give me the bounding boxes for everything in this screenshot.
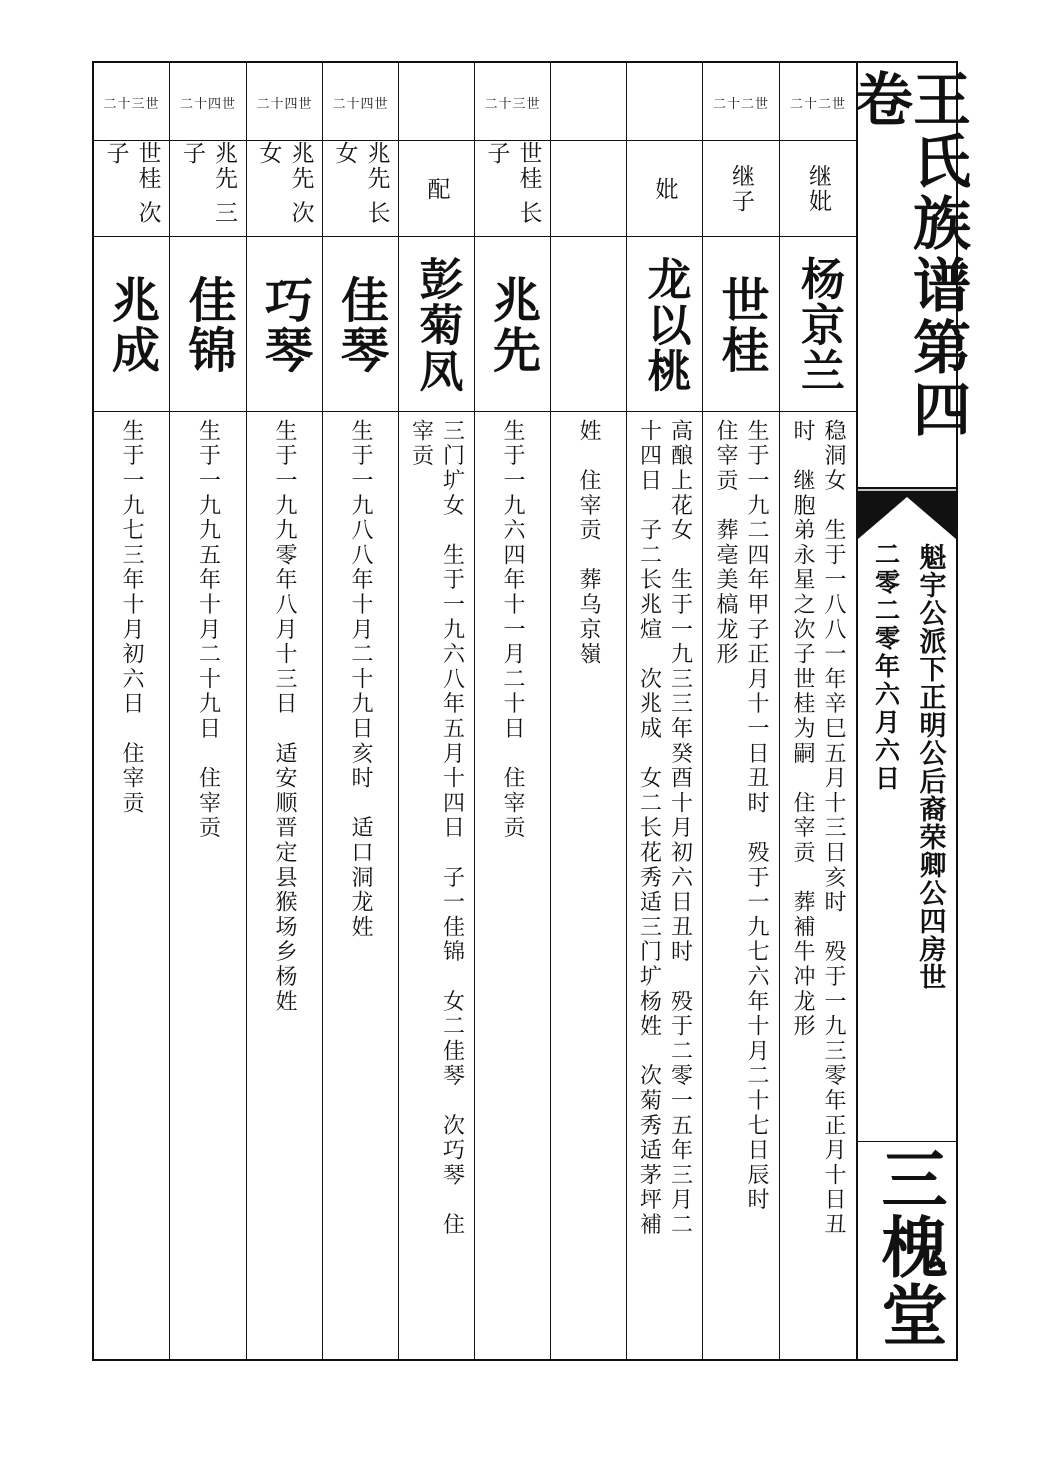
relation-label: 兆先 三子 <box>179 141 237 226</box>
branch-lineage-text: 魁宇公派下正明公后裔荣卿公四房世 <box>914 543 946 991</box>
biography-text: 高酿上花女 生于一九三三年癸酉十月初六日丑时 殁于二零一五年三月二 十四日 子二长兆煊 次兆成 女二长花秀适三门圹杨姓 次菊秀适茅坪補 <box>636 419 693 1238</box>
fishtail-ornament <box>858 487 958 539</box>
record-column <box>779 63 856 1359</box>
generation-label: 世二十二 <box>713 96 770 112</box>
generation-label: 世三十二 <box>103 96 160 112</box>
person-name: 龙以桃 <box>639 256 691 394</box>
genealogy-page-frame <box>92 61 971 1361</box>
generation-label <box>551 63 626 141</box>
record-column <box>474 63 550 1359</box>
page-title: 王氏族谱第四卷 <box>845 69 971 441</box>
record-column <box>626 63 702 1359</box>
person-name: 佳锦 <box>180 275 236 375</box>
relation-label: 继妣 <box>805 164 831 214</box>
record-column <box>398 63 474 1359</box>
record-column <box>169 63 246 1359</box>
relation-label: 配 <box>423 176 450 202</box>
record-column <box>322 63 398 1359</box>
generation-label: 世二十二 <box>790 96 847 112</box>
person-name: 彭菊凤 <box>411 256 463 394</box>
generation-label: 世三十二 <box>484 96 541 112</box>
biography-text: 生于一九六四年十一月二十日 住宰贡 <box>500 419 525 841</box>
relation-label: 兆先 次女 <box>255 141 314 226</box>
person-name: 巧琴 <box>256 275 313 375</box>
person-name: 杨京兰 <box>793 256 844 394</box>
person-name: 世桂 <box>713 275 769 375</box>
biography-text: 生于一九七三年十月初六日 住宰贡 <box>119 419 144 816</box>
generation-label: 世四十二 <box>180 96 237 112</box>
record-column <box>702 63 779 1359</box>
biography-text: 三门圹女 生于一九六八年五月十四日 子一佳锦 女二佳琴 次巧琴 住 宰贡 <box>408 419 465 1238</box>
record-column <box>246 63 322 1359</box>
relation-label: 妣 <box>651 176 678 202</box>
generation-label: 世四十二 <box>256 96 313 112</box>
person-name: 兆成 <box>103 275 160 375</box>
relation-label: 世桂 长子 <box>483 141 542 226</box>
biography-text: 生于一九八八年十月二十九日亥时 适口洞龙姓 <box>348 419 373 940</box>
generation-label: 世四十二 <box>332 96 389 112</box>
biography-text: 生于一九二四年甲子正月十一日丑时 殁于一九七六年十月二十七日辰时 住宰贡 葬亳美槁龙形 <box>713 419 769 1213</box>
title-column <box>845 63 971 1359</box>
biography-text: 稳洞女 生于一八八一年辛巳五月十三日亥时 殁于一九三零年正月十日丑 时 继胞弟永星之次子世桂为嗣 住宰贡 葬補牛冲龙形 <box>790 419 846 1238</box>
generation-label <box>399 63 474 141</box>
hall-name: 三槐堂 <box>870 1145 947 1349</box>
biography-text: 姓 住宰贡 葬乌京嶺 <box>576 419 601 667</box>
compilation-date: 二零二零年六月六日 <box>871 541 901 793</box>
person-name: 兆先 <box>484 275 541 375</box>
biography-text: 生于一九九五年十月二十九日 住宰贡 <box>195 419 221 841</box>
relation-label: 兆先 长女 <box>331 141 390 226</box>
hall-divider <box>858 1141 958 1142</box>
record-column <box>550 63 626 1359</box>
person-name: 佳琴 <box>332 275 389 375</box>
generation-label <box>627 63 702 141</box>
record-column <box>94 63 169 1359</box>
biography-text: 生于一九九零年八月十三日 适安顺晋定县猴场乡杨姓 <box>272 419 297 1015</box>
relation-label: 世桂 次子 <box>102 141 161 226</box>
relation-label: 继子 <box>728 164 754 214</box>
